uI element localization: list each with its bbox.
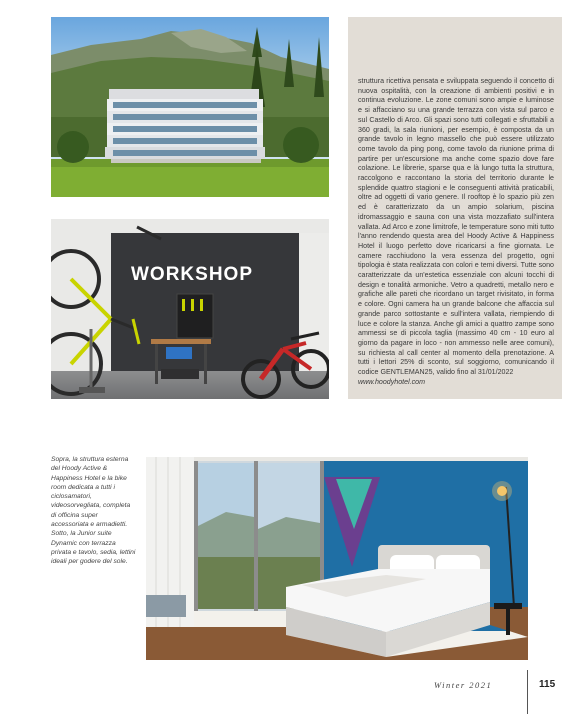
workshop-photo bbox=[51, 219, 329, 399]
issue-label: Winter 2021 bbox=[434, 680, 493, 690]
article-text-box bbox=[348, 17, 562, 399]
room-illustration bbox=[146, 457, 528, 660]
article-url-link[interactable]: www.hoodyhotel.com bbox=[358, 377, 426, 386]
workshop-illustration bbox=[51, 219, 329, 399]
photo-caption: Sopra, la struttura esterna del Hoody Active & Happiness Hotel e la bike room dedicata a tutti i ciclosamatori, videosorvegliata, completa di officina super accessoriata e armadietti. Sotto, la Junior suite Dynamic con terrazza privata e tavolo, sedia, lettini ideali per godere del sole. bbox=[51, 456, 136, 566]
footer-divider bbox=[527, 670, 528, 714]
article-body bbox=[358, 77, 554, 388]
hotel-exterior-photo bbox=[51, 17, 329, 197]
article-paragraph: struttura ricettiva pensata e sviluppata seguendo il concetto di nuova ospitalità, con la creazione di ambienti positivi e in continua evoluzione. Le zone comuni sono ampie e luminose e si affacciano su una grande terrazza con vista sul parco e sul Castello di Arco. Gli spazi sono tutti collegati e sfruttabili a 360 gradi, la sala riunioni, per esempio, è composta da un grande tavolo in legno massello che può essere utilizzato come tavolo da ping pong, come tavolo da riunione prima di partire per un'escursione ma anche come spazio dove fare colazione. Le librerie, sparse qua e là lungo tutta la struttura, raccolgono e raccontano la storia del territorio durante le splendide quattro stagioni e le conseguenti attività praticabili, oltre ad oggetti di vario genere. Il rooftop è lo spazio più zen ed è caratterizzato da un ampio solarium, piscina idromassaggio e sauna con una vista mozzafiato sull'intera vallata. Ad Arco e zone limitrofe, le temperature sono miti tutto l'anno rendendo questa area del Hoody Active & Happiness Hotel il luogo perfetto dove ricaricarsi a fine giornata. Le camere racchiudono la vera essenza del progetto, ogni tipologia è stata realizzata con colori e temi diversi. Tutte sono caratterizzate da un'estetica essenziale con alcuni tocchi di design e tonalità armoniche. Vetro a quadretti, metallo nero e grafiche alle pareti che ricordano un target rivisitato, in forma e colore. Ogni camera ha un grande balcone che affaccia sul grande parco sottostante e sull'intera vallata, riempiendo di luce e colore la stanza. Anche gli amici a quattro zampe sono ammessi se di piccola taglia (massimo 40 cm - 10 euro al giorno da pagare in loco - non ammesso nelle aree comuni), su richiesta al call center al momento della prenotazione. A tutti i lettori 25% di sconto, sul soggiorno, comunicando il codice GENTLEMAN25, valido fino al 31/01/2022 bbox=[358, 77, 554, 377]
page-number: 115 bbox=[539, 679, 556, 690]
workshop-sign: WORKSHOP bbox=[131, 264, 253, 285]
hotel-exterior-illustration bbox=[51, 17, 329, 197]
room-photo bbox=[146, 457, 528, 660]
